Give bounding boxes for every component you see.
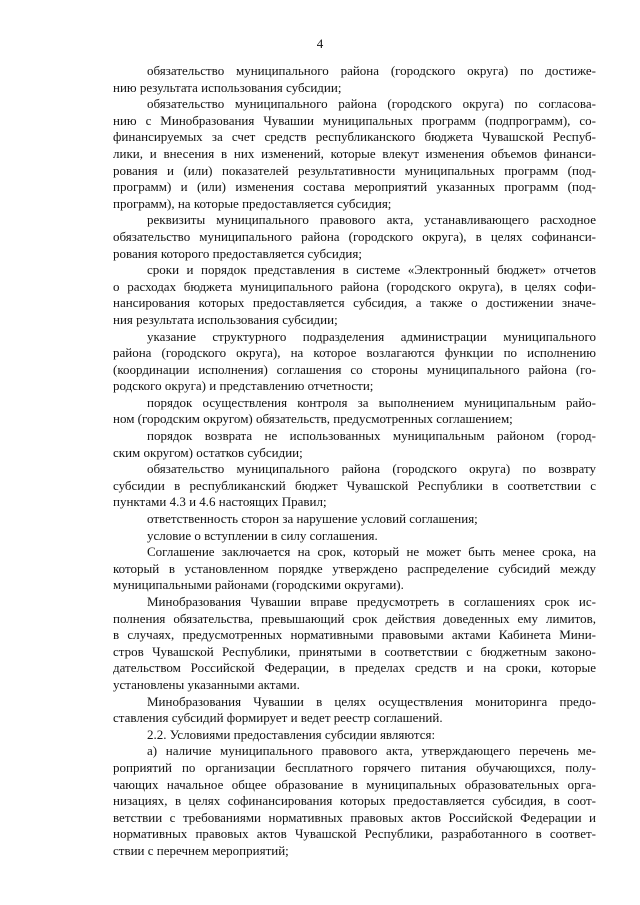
- paragraph-line: полнения обязательства, превышающий срок действия доведенных ему лимитов,: [113, 610, 596, 626]
- paragraph-line: Соглашение заключается на срок, который не может быть менее срока, на: [147, 544, 596, 560]
- paragraph-line: Минобразования Чувашии вправе предусмотреть в соглашениях срок ис-: [147, 594, 596, 609]
- paragraph-line: пунктами 4.3 и 4.6 настоящих Правил;: [113, 494, 327, 510]
- paragraph-line: установлены указанными актами.: [113, 676, 300, 692]
- paragraph-line: нансирования которых предоставляется субсидия, а также о достижении значе-: [113, 295, 596, 311]
- page-number: 4: [316, 36, 324, 51]
- paragraph-line: о расходах бюджета муниципального района (городского округа), в целях софи-: [113, 278, 596, 294]
- paragraph: [113, 594, 596, 694]
- paragraph-line: обязательство муниципального района (городского округа) по достиже-: [147, 63, 596, 78]
- paragraph: [113, 743, 596, 859]
- paragraph-line: низациях, в целях софинансирования которых предоставляется субсидия, в соот-: [113, 793, 596, 809]
- paragraph-line: обязательство муниципального района (городского округа) по согласова-: [147, 96, 596, 112]
- paragraph-line: района (городского округа), на которое возлагаются функции по исполнению: [113, 345, 596, 361]
- document-body: [113, 63, 596, 860]
- paragraph-line: программ), на которые предоставляется субсидия;: [113, 195, 392, 211]
- paragraph-line: ном (городским округом) обязательств, предусмотренных соглашением;: [113, 411, 513, 427]
- paragraph: [113, 511, 596, 528]
- paragraph-line: условие о вступлении в силу соглашения.: [147, 527, 378, 543]
- paragraph-line: ским округом) остатков субсидии;: [113, 444, 303, 460]
- paragraph-line: обязательство муниципального района (городского округа), в целях софинанси-: [113, 228, 596, 244]
- paragraph: [113, 96, 596, 212]
- paragraph-line: сроки и порядок представления в системе «Электронный бюджет» отчетов: [147, 262, 596, 278]
- paragraph-line: рования и (или) показателей результативности муниципальных программ (под-: [113, 162, 596, 178]
- paragraph-line: (координации исполнения) соглашения со стороны муниципального района (го-: [113, 361, 596, 377]
- paragraph-line: субсидии в республиканский бюджет Чувашской Республики в соответствии с: [113, 477, 596, 493]
- paragraph: [113, 262, 596, 328]
- paragraph: [113, 329, 596, 395]
- paragraph-line: чающих начальное общее образование в муниципальных образовательных орга-: [113, 776, 596, 792]
- paragraph-line: лики, и внесения в них изменений, которые влекут изменения объемов финанси-: [113, 145, 596, 161]
- paragraph-line: муниципальными районами (городскими округами).: [113, 577, 404, 593]
- paragraph: [113, 212, 596, 262]
- paragraph: [113, 544, 596, 594]
- paragraph-line: ветствии с требованиями нормативных правовых актов Российской Федерации и: [113, 809, 596, 825]
- paragraph-line: ствии с перечнем мероприятий;: [113, 842, 289, 858]
- paragraph: [113, 63, 596, 96]
- paragraph-line: роприятий по организации бесплатного горячего питания обучающихся, полу-: [113, 759, 596, 775]
- paragraph-line: который в установленном порядке утверждено распределение субсидий между: [113, 560, 596, 576]
- paragraph-line: 2.2. Условиями предоставления субсидии являются:: [147, 726, 436, 742]
- paragraph-line: ответственность сторон за нарушение условий соглашения;: [147, 511, 478, 527]
- paragraph-line: родского округа) и представлению отчетности;: [113, 378, 374, 394]
- paragraph-line: порядок возврата не использованных муниципальным районом (город-: [147, 428, 596, 444]
- paragraph: [113, 528, 596, 545]
- paragraph-line: дательством Российской Федерации, в пределах средств и на сроки, которые: [113, 660, 596, 676]
- paragraph: [113, 727, 596, 744]
- paragraph-line: финансируемых за счет средств республиканского бюджета Чувашской Респуб-: [113, 129, 596, 145]
- paragraph: [113, 428, 596, 461]
- paragraph-line: стров Чувашской Республики, принятыми в соответствии с бюджетным законо-: [113, 643, 596, 659]
- paragraph-line: обязательство муниципального района (городского округа) по возврату: [147, 461, 596, 477]
- paragraph-line: нию результата использования субсидии;: [113, 79, 342, 95]
- paragraph: [113, 461, 596, 511]
- paragraph-line: указание структурного подразделения администрации муниципального: [147, 328, 596, 344]
- paragraph-line: в случаях, предусмотренных нормативными правовыми актами Кабинета Мини-: [113, 627, 596, 643]
- paragraph-line: рования которого предоставляется субсидия;: [113, 245, 362, 261]
- paragraph-line: Минобразования Чувашии в целях осуществления мониторинга предо-: [147, 693, 596, 709]
- paragraph-line: программ) и (или) изменения состава мероприятий указанных программ (под-: [113, 179, 596, 195]
- paragraph-line: а) наличие муниципального правового акта, утверждающего перечень ме-: [147, 743, 596, 759]
- paragraph-line: нию с Минобразования Чувашии муниципальных программ (подпрограмм), со-: [113, 112, 596, 128]
- paragraph-line: ния результата использования субсидии;: [113, 311, 338, 327]
- paragraph: [113, 395, 596, 428]
- paragraph-line: ставления субсидий формирует и ведет реестр соглашений.: [113, 710, 443, 726]
- paragraph: [113, 694, 596, 727]
- paragraph-line: нормативных правовых актов Чувашской Республики, разработанного в соответ-: [113, 826, 596, 842]
- paragraph-line: реквизиты муниципального правового акта, устанавливающего расходное: [147, 212, 596, 228]
- paragraph-line: порядок осуществления контроля за выполнением муниципальным райо-: [147, 394, 596, 410]
